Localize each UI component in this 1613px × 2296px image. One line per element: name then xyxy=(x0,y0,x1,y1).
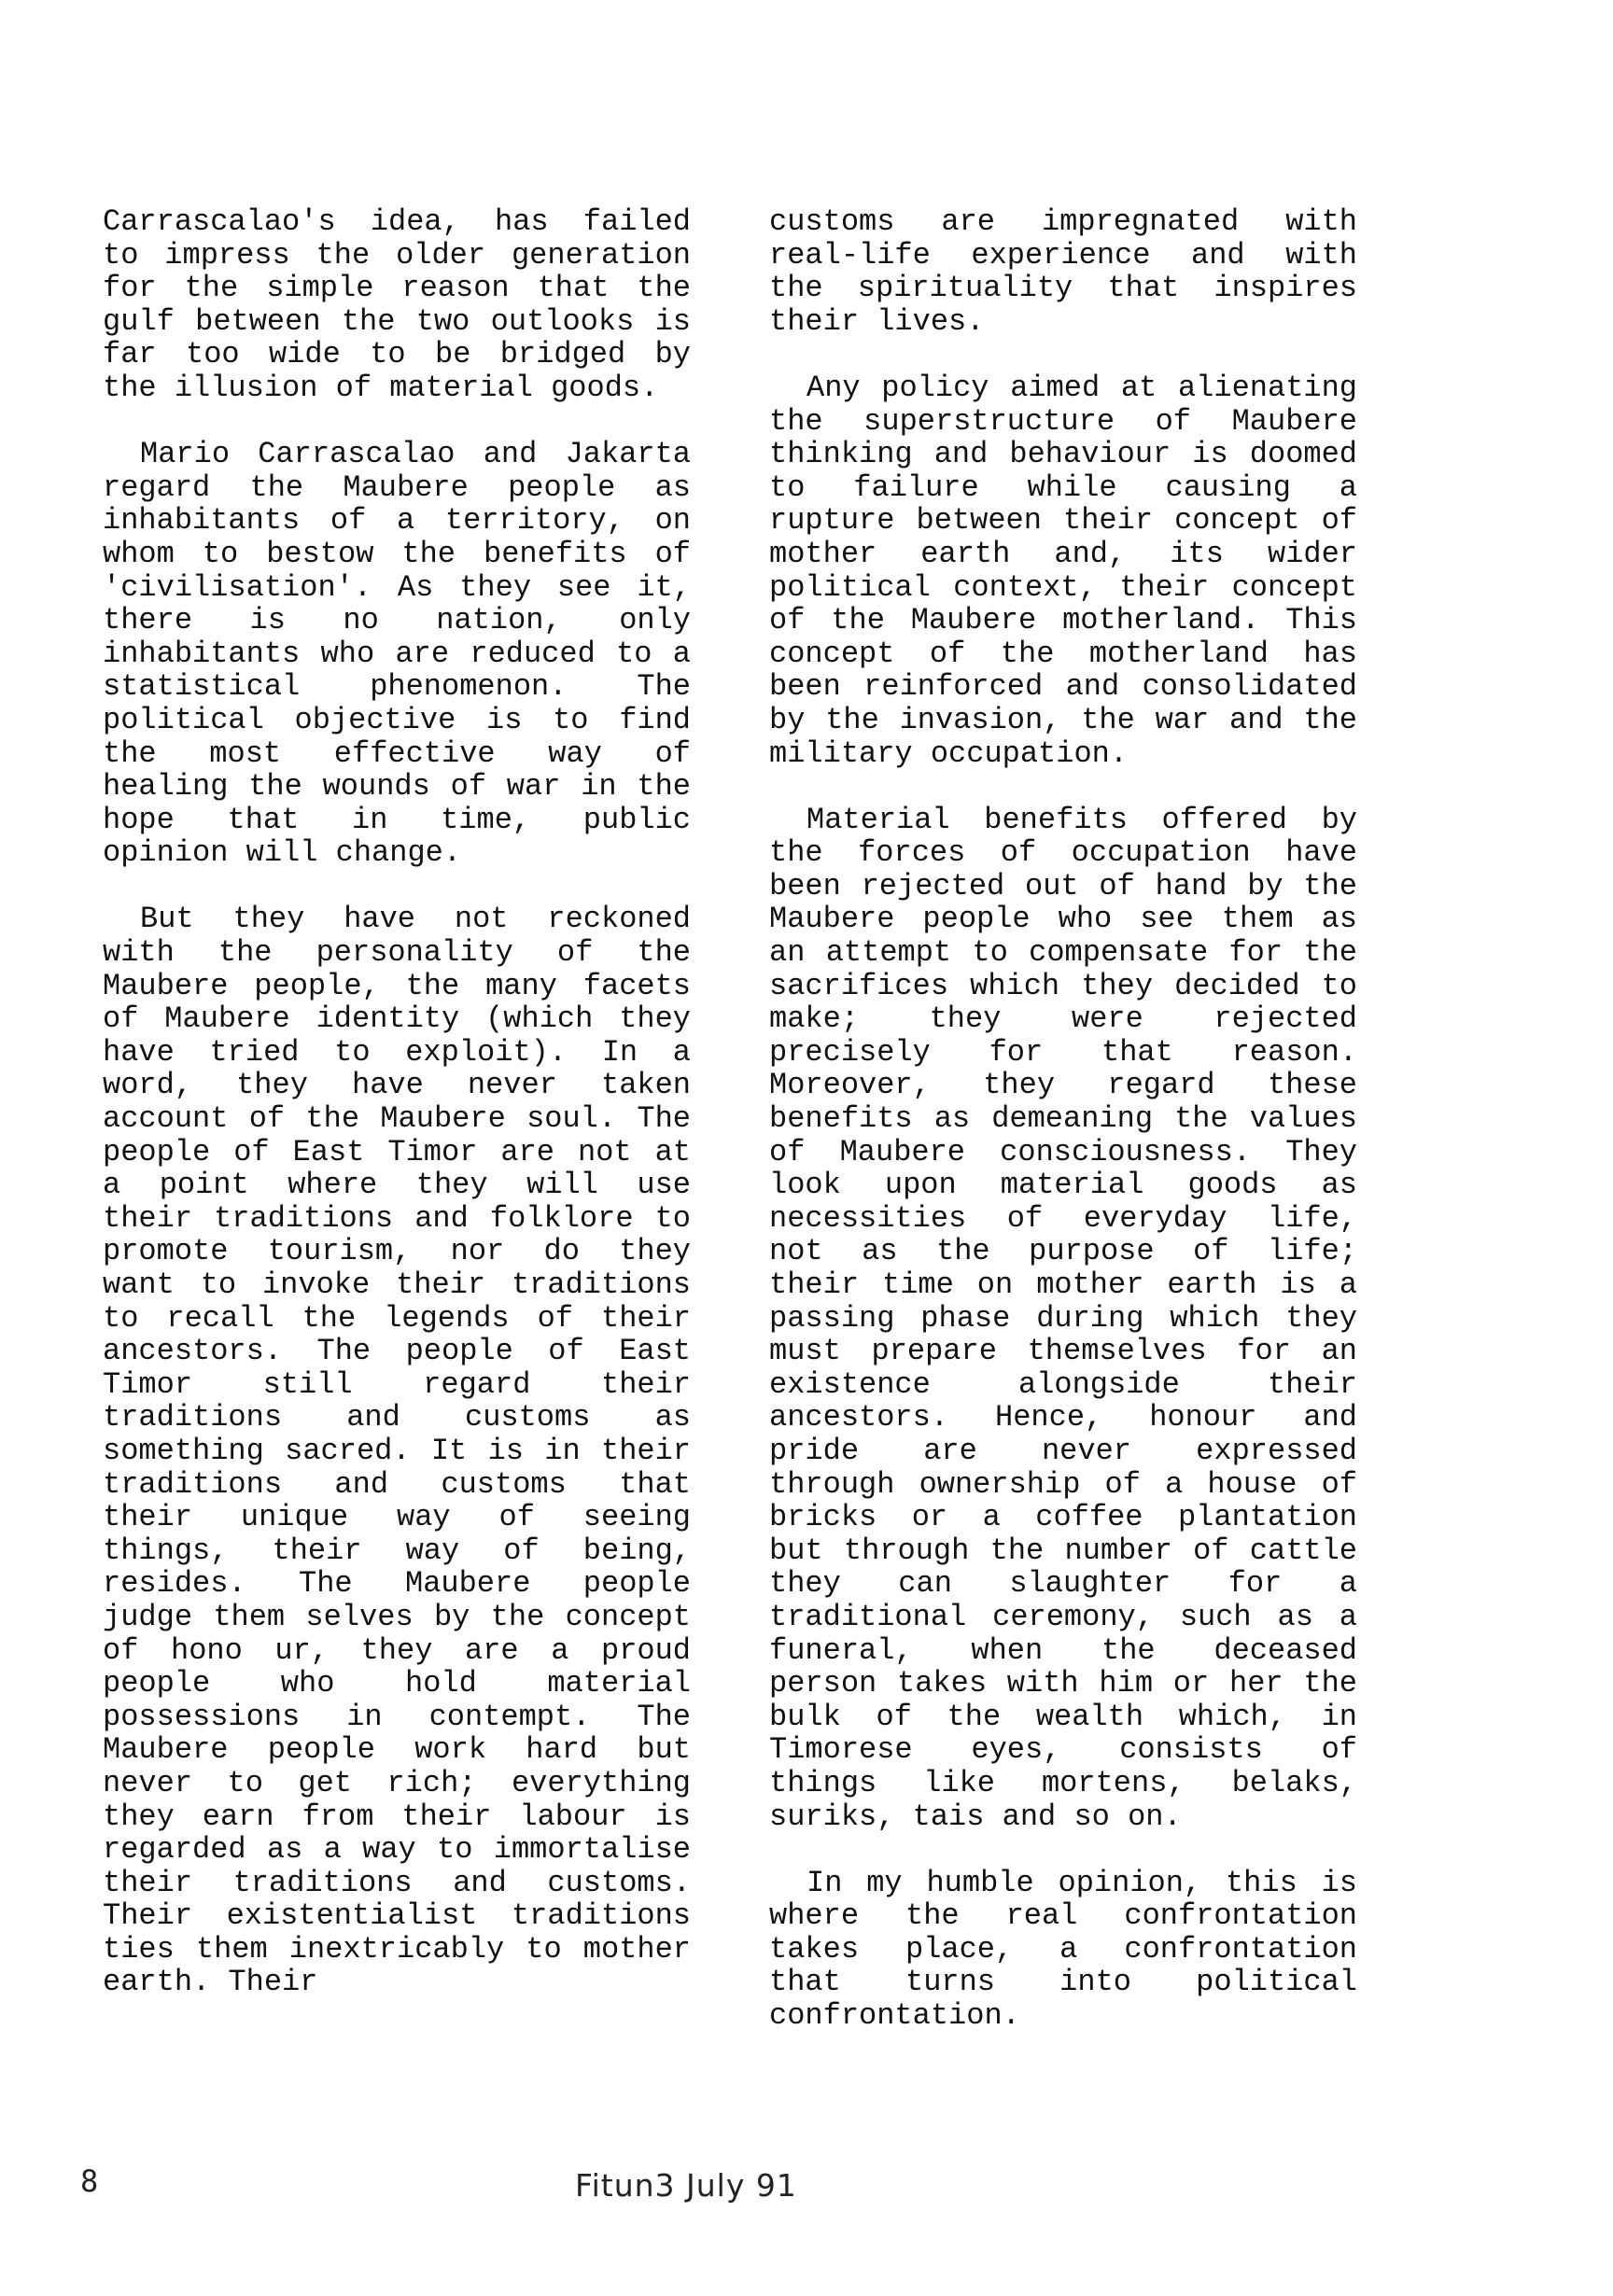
right-text-column xyxy=(769,205,1357,2065)
paragraph-7: In my humble opinion, this is where the real confrontation takes place, a confrontation that turns into political confrontation. xyxy=(769,1865,1357,2034)
paragraph-4: customs are impregnated with real-life experience and with the spirituality that inspires their lives. xyxy=(769,204,1357,339)
paragraph-6: Material benefits offered by the forces of occupation have been rejected out of hand by the Maubere people who see them as an attempt to compensate for the sacrifices which they decided to make; they were rejected precisely for that reason. Moreover, they regard these benefits as demeaning the values of Maubere consciousness. They look upon material goods as necessities of everyday life, not as the purpose of life; their time on mother earth is a passing phase during which they must prepare themselves for an existence alongside their ancestors. Hence, honour and pride are never expressed through ownership of a house of bricks or a coffee plantation but through the number of cattle they can slaughter for a traditional ceremony, such as a funeral, when the deceased person takes with him or her the bulk of the wealth which, in Timorese eyes, consists of things like mortens, belaks, suriks, tais and so on. xyxy=(769,802,1357,1834)
paragraph-5: Any policy aimed at alienating the superstructure of Maubere thinking and behaviour is doomed to failure while causing a rupture between their concept of mother earth and, its wider political context, their concept of the Maubere motherland. This concept of the motherland has been reinforced and consolidated by the invasion, the war and the military occupation. xyxy=(769,370,1357,771)
paragraph-1: Carrascalao's idea, has failed to impress the older generation for the simple reason that the gulf between the two outlooks is far too wide to be bridged by the illusion of material goods. xyxy=(103,204,691,405)
page-number: 8 xyxy=(80,2163,99,2199)
left-text-column xyxy=(103,205,691,2033)
paragraph-3: But they have not reckoned with the personality of the Maubere people, the many facets of Maubere identity (which they have tried to exploit). In a word, they have never taken account of the Maubere soul. The people of East Timor are not at a point where they will use their traditions and folklore to promote tourism, nor do they want to invoke their traditions to recall the legends of their ancestors. The people of East Timor still regard their traditions and customs as something sacred. It is in their traditions and customs that their unique way of seeing things, their way of being, resides. The Maubere people judge them selves by the concept of hono ur, they are a proud people who hold material possessions in contempt. The Maubere people work hard but never to get rich; everything they earn from their labour is regarded as a way to immortalise their traditions and customs. Their existentialist traditions ties them inextricably to mother earth. Their xyxy=(103,902,691,2000)
paragraph-2: Mario Carrascalao and Jakarta regard the Maubere people as inhabitants of a territory, on whom to bestow the benefits of 'civilisation'. As they see it, there is no nation, only inhabitants who are reduced to a statistical phenomenon. The political objective is to find the most effective way of healing the wounds of war in the hope that in time, public opinion will change. xyxy=(103,437,691,871)
issue-label: Fitun3 July 91 xyxy=(575,2167,797,2204)
